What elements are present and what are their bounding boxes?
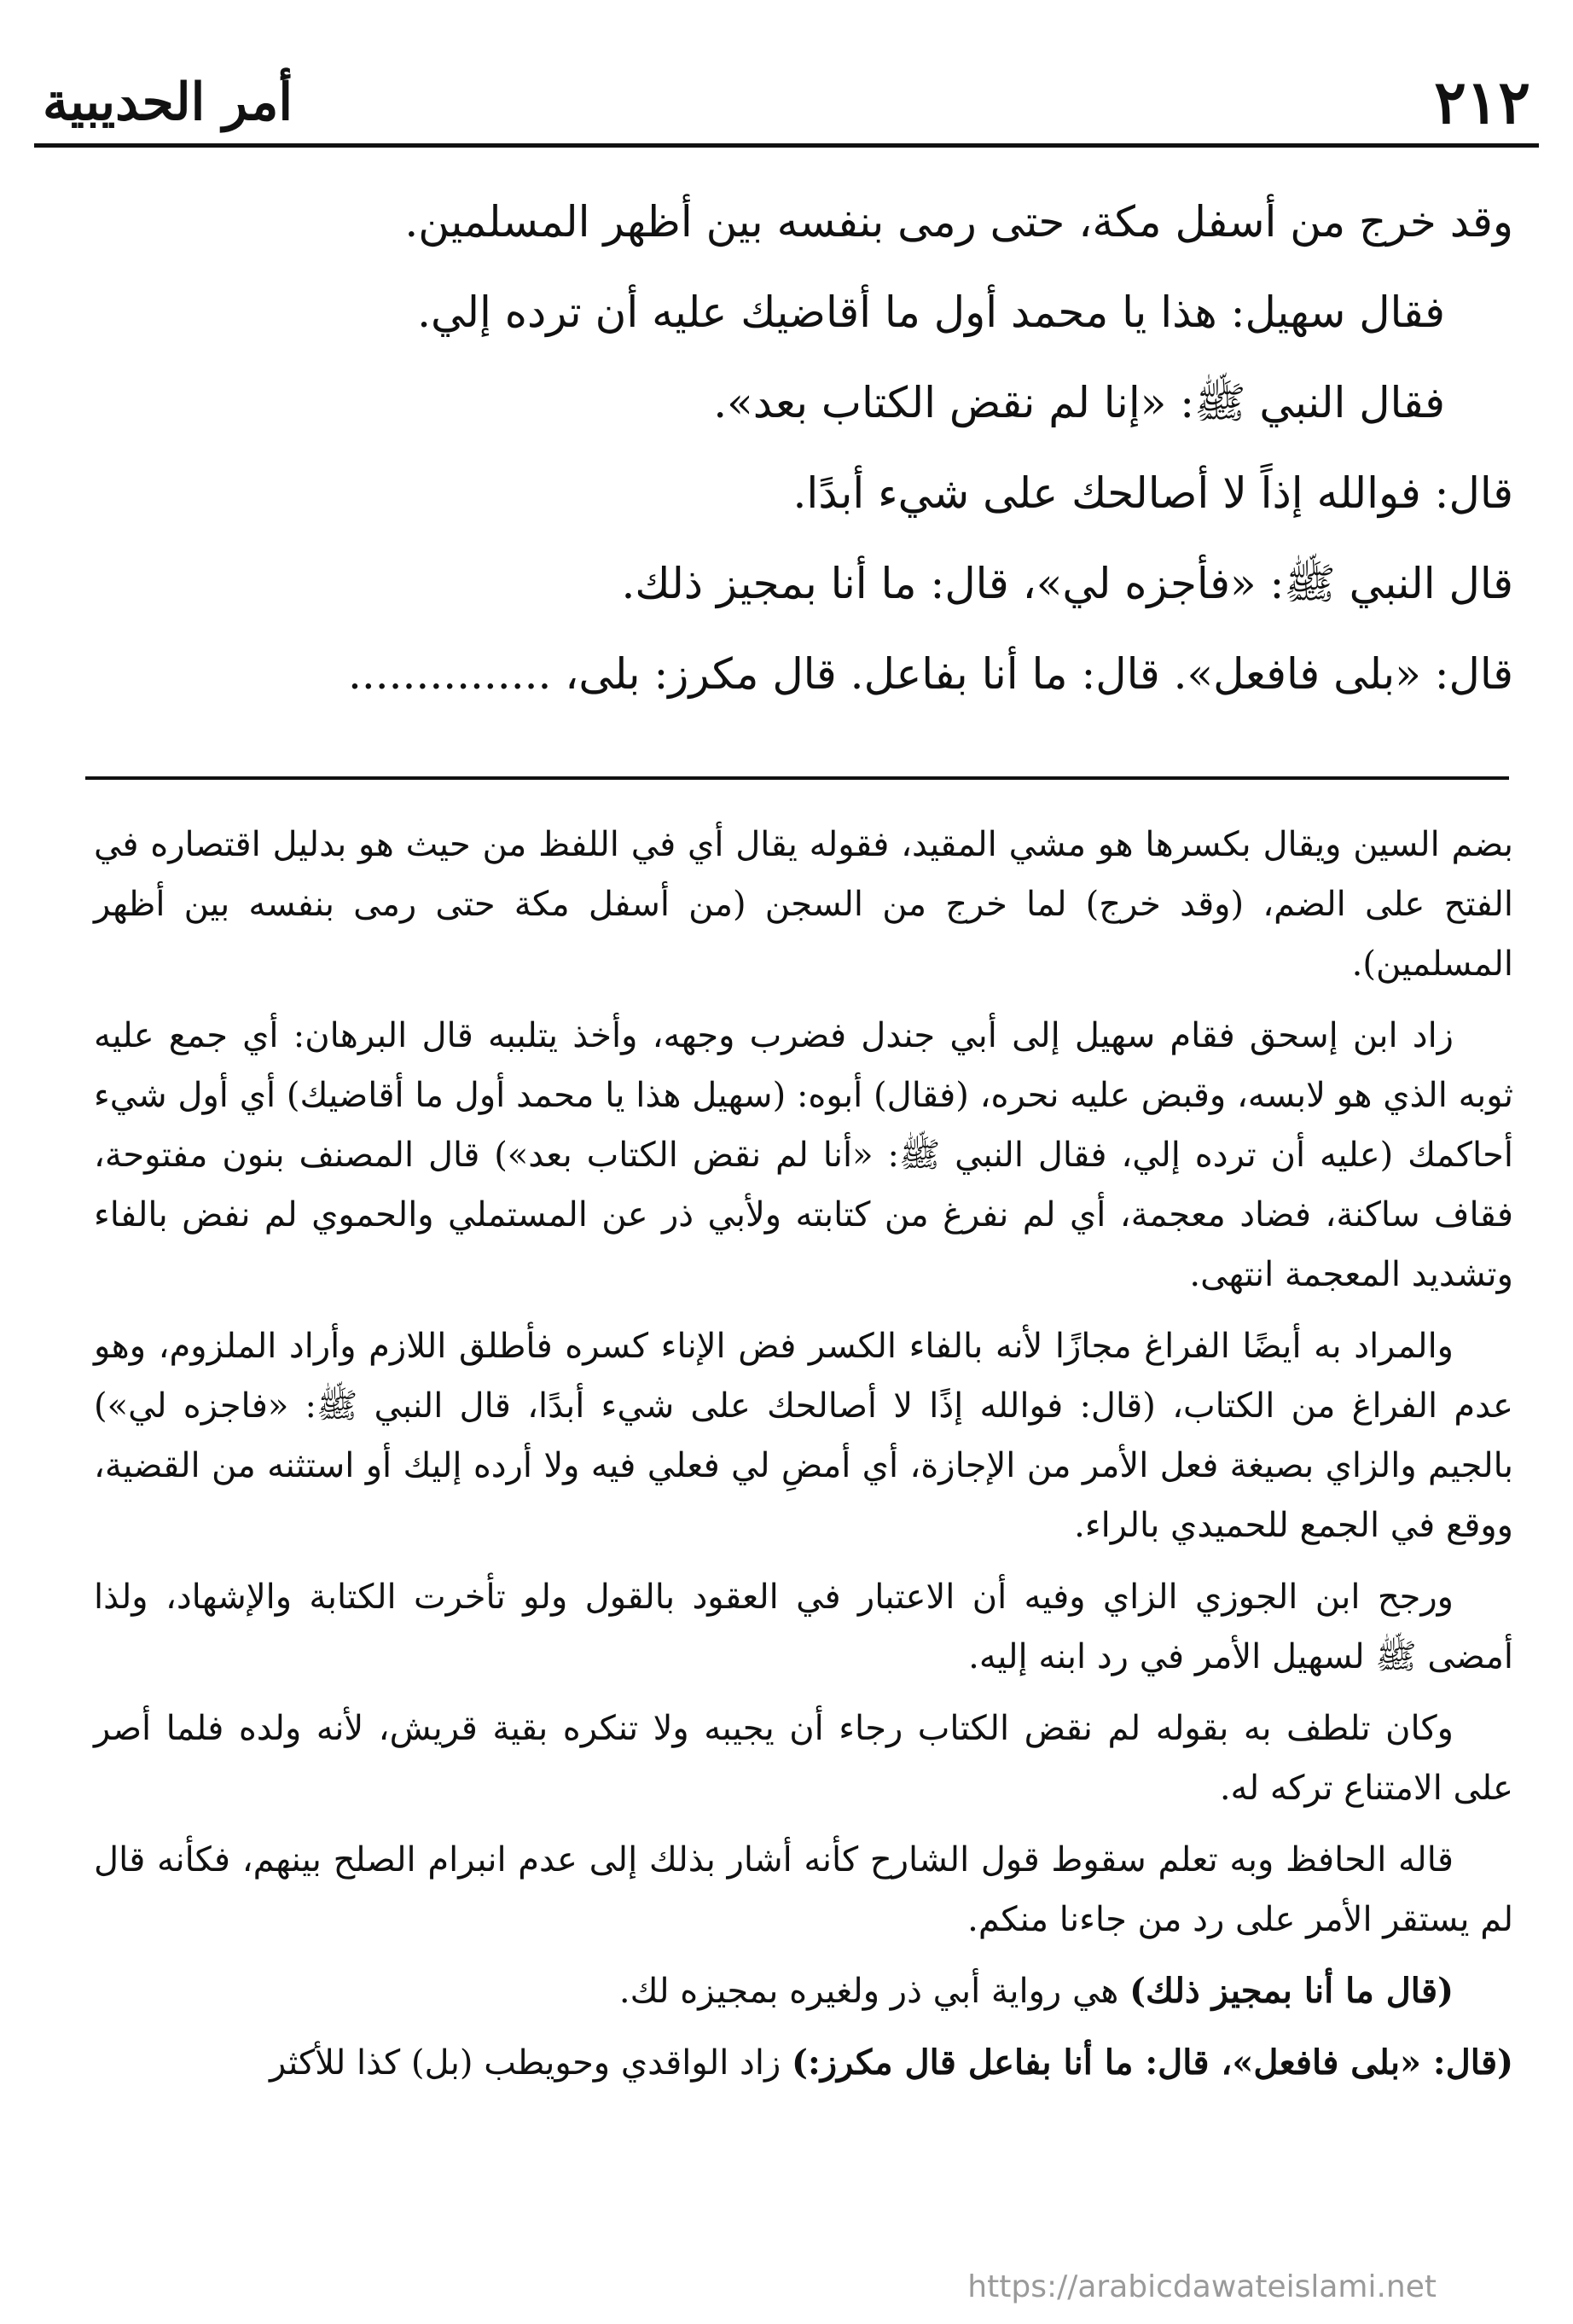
commentary-text: هي رواية أبي ذر ولغيره بمجيزه لك. <box>618 1972 1130 2011</box>
commentary <box>94 815 1513 2105</box>
commentary-paragraph: وكان تلطف به بقوله لم نقض الكتاب رجاء أن يجيبه ولا تنكره بقية قريش، لأنه ولده فلما أصر على الامتناع تركه له. <box>94 1709 1513 1808</box>
commentary-paragraph <box>94 1961 1513 2021</box>
main-line: قال: فوالله إذاً لا أصالحك على شيء أبدًا. <box>792 468 1513 518</box>
main-line: فقال سهيل: هذا يا محمد أول ما أقاضيك عليه أن ترده إلي. <box>417 288 1445 337</box>
main-line-text: قال: «بلى فافعل». قال: ما أنا بفاعل. قال مكرز: بلى، <box>565 649 1513 699</box>
commentary-paragraph <box>94 2033 1513 2093</box>
commentary-paragraph: قاله الحافظ وبه تعلم سقوط قول الشارح كأنه أشار بذلك إلى عدم انبرام الصلح بينهم، فكأنه قال لم يستقر الأمر على رد من جاءنا منكم. <box>94 1840 1513 1939</box>
main-line: فقال النبي ﷺ: «إنا لم نقض الكتاب بعد». <box>713 378 1445 427</box>
running-title: أمر الحديبية <box>43 73 293 132</box>
main-text <box>94 183 1513 726</box>
quoted-text: (قال: «بلى فافعل»، قال: ما أنا بفاعل قال مكرز:) <box>792 2042 1513 2083</box>
commentary-paragraph: بضم السين ويقال بكسرها هو مشي المقيد، فقوله يقال أي في اللفظ من حيث هو بدليل اقتصاره في الفتح على الضم، (وقد خرج) لما خرج من السجن (من أسفل مكة حتى رمى بنفسه بين أظهر المسلمين). <box>94 825 1513 984</box>
ellipsis-dots: ............... <box>347 649 552 699</box>
commentary-divider <box>85 776 1509 780</box>
page-number: ٢١٢ <box>1434 67 1530 137</box>
main-line: قال النبي ﷺ: «فأجزه لي»، قال: ما أنا بمجيز ذلك. <box>621 559 1513 608</box>
commentary-paragraph: زاد ابن إسحق فقام سهيل إلى أبي جندل فضرب وجهه، وأخذ يتلببه قال البرهان: أي جمع عليه ثوبه الذي هو لابسه، وقبض عليه نحره، (فقال) أبوه: (سهيل هذا يا محمد أول ما أقاضيك) أي أول شيء أحاكمك (عليه أن ترده إلي، فقال النبي ﷺ: «أنا لم نقض الكتاب بعد») قال المصنف بنون مفتوحة، فقاف ساكنة، فضاد معجمة، أي لم نفرغ من كتابته ولأبي ذر عن المستملي والحموي لم نفض بالفاء وتشديد المعجمة انتهى. <box>94 1016 1514 1294</box>
commentary-paragraph: ورجح ابن الجوزي الزاي وفيه أن الاعتبار في العقود بالقول ولو تأخرت الكتابة والإشهاد، ولذا أمضى ﷺ لسهيل الأمر في رد ابنه إليه. <box>94 1577 1513 1676</box>
commentary-text: زاد الواقدي وحويطب (بل) كذا للأكثر <box>270 2043 792 2083</box>
main-line <box>94 636 1513 712</box>
header-rule <box>34 143 1539 148</box>
main-line: وقد خرج من أسفل مكة، حتى رمى بنفسه بين أظهر المسلمين. <box>404 197 1513 247</box>
commentary-paragraph: والمراد به أيضًا الفراغ مجازًا لأنه بالفاء الكسر فض الإناء كسره فأطلق اللازم وأراد الملزوم، وهو عدم الفراغ من الكتاب، (قال: فوالله إذًا لا أصالحك على شيء أبدًا، قال النبي ﷺ: «فاجزه لي») بالجيم والزاي بصيغة فعل الأمر من الإجازة، أي أمضِ لي فعلي فيه ولا أرده إليك أو استثنه من القضية، ووقع في الجمع للحميدي بالراء. <box>94 1327 1513 1545</box>
quoted-text: (قال ما أنا بمجيز ذلك) <box>1129 1971 1454 2011</box>
page-header <box>34 60 1539 145</box>
watermark: https://arabicdawateislami.net <box>967 2269 1437 2304</box>
